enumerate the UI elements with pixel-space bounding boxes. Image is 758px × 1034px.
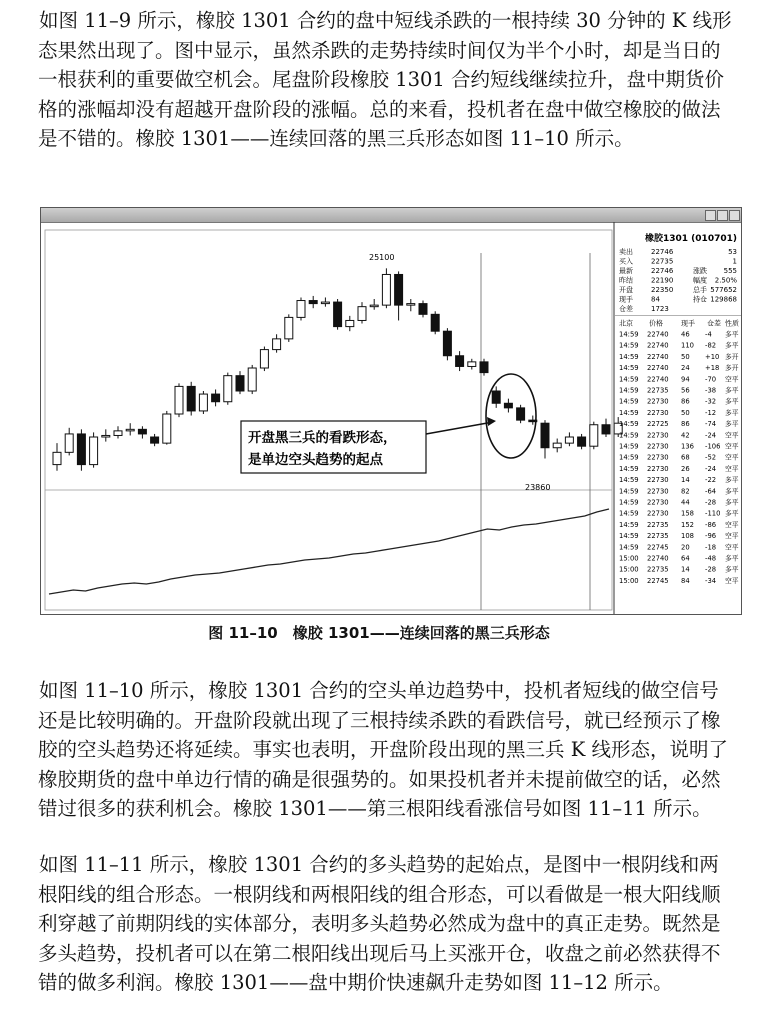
annotation-line-2: 是单边空头趋势的起点: [248, 452, 383, 468]
tick-cell: 22730: [647, 509, 669, 518]
bullish-candle: [468, 362, 476, 367]
tick-cell: -34: [705, 576, 717, 585]
tick-cell: -74: [705, 420, 717, 429]
paragraph-analysis: 如图 11–10 所示，橡胶 1301 合约的空头单边趋势中，投机者短线的做空信号还是比较明确的。开盘阶段就出现了三根持续杀跌的看跌信号，就已经预示了橡胶的空头趋势还将延续。事实也表明，开盘阶段出现的黑三兵 K 线形态，说明了橡胶期货的盘中单边行情的确是很强势的。如果投机者并未提前做空的话，必然错过很多的获利机会。橡胶 1301——第三根阳线看涨信号如图 11–11 所示。: [38, 679, 728, 821]
tick-cell: -70: [705, 375, 717, 384]
tick-cell: 空平: [725, 532, 739, 541]
quote-cell: 涨跌: [693, 267, 707, 275]
tick-cell: -86: [705, 520, 717, 529]
high-price-label: 25100: [369, 253, 395, 262]
quote-cell: 买入: [619, 257, 633, 266]
quote-cell: 84: [651, 295, 660, 304]
tick-cell: 68: [681, 453, 690, 462]
low-price-label: 23860: [525, 483, 551, 492]
tick-cell: 多平: [725, 565, 739, 574]
tick-cell: 22730: [647, 431, 669, 440]
tick-cell: 多开: [725, 352, 739, 361]
tick-cell: 82: [681, 487, 690, 496]
tick-cell: 22730: [647, 498, 669, 507]
bullish-candle: [126, 429, 134, 431]
bearish-candle: [419, 304, 427, 315]
annotation-arrow: [426, 422, 493, 434]
bullish-candle: [321, 302, 329, 304]
paragraph-next: 如图 11–11 所示，橡胶 1301 合约的多头趋势的起始点，是图中一根阴线和两根阳线的组合形态。一根阴线和两根阳线的组合形态，可以看做是一根大阳线顺利穿越了前期阴线的实体部分，表明多头趋势必然成为盘中的真正走势。既然是多头趋势，投机者可以在第二根阳线出现后马上买涨开仓，收盘之前必然获得不错的做多利润。橡胶 1301——盘中期价快速飙升走势如图 11–12 所示。: [38, 853, 721, 995]
tick-cell: +18: [705, 364, 720, 373]
bullish-candle: [297, 301, 305, 318]
bullish-candle: [53, 452, 61, 464]
tick-cell: 94: [681, 375, 690, 384]
tick-cell: -28: [705, 565, 717, 574]
tick-cell: 多平: [725, 386, 739, 395]
tick-cell: 26: [681, 464, 690, 473]
tick-cell: -64: [705, 487, 717, 496]
tick-cell: -110: [705, 509, 721, 518]
quote-cell: 22350: [651, 286, 674, 294]
tick-cell: 158: [681, 509, 694, 518]
tick-cell: 22730: [647, 453, 669, 462]
tick-cell: 22735: [647, 532, 669, 541]
bullish-candle: [248, 368, 256, 391]
bullish-candle: [565, 437, 573, 443]
tick-cell: 14:59: [619, 498, 639, 507]
bullish-candle: [285, 317, 293, 338]
tick-cell: 14:59: [619, 509, 639, 518]
tick-cell: 22730: [647, 408, 669, 417]
tick-cell: -106: [705, 442, 721, 451]
tick-cell: 多平: [725, 498, 739, 507]
bullish-candle: [407, 304, 415, 306]
tick-cell: 多平: [725, 509, 739, 518]
tick-cell: 空平: [725, 431, 739, 440]
tick-cell: 空平: [725, 520, 739, 529]
candlestick-figure: [40, 207, 742, 615]
bearish-candle: [212, 394, 220, 402]
plot-frame: [45, 230, 612, 610]
bullish-candle: [273, 339, 281, 350]
bullish-candle: [370, 305, 378, 307]
quote-cell: 53: [728, 248, 737, 256]
tick-cell: 空平: [725, 442, 739, 451]
bearish-candle: [138, 429, 146, 434]
bearish-candle: [456, 356, 464, 367]
bullish-candle: [102, 435, 110, 437]
quote-panel: [615, 247, 741, 585]
quote-cell: 仓差: [619, 305, 633, 313]
tick-cell: 136: [681, 442, 694, 451]
tick-cell: 14:59: [619, 330, 639, 339]
tick-cell: -12: [705, 408, 717, 417]
tick-cell: 14:59: [619, 543, 639, 552]
contract-title: 橡胶1301 (010701): [645, 234, 737, 244]
tick-cell: 空平: [725, 453, 739, 462]
quote-cell: 22746: [651, 248, 674, 256]
tick-cell: 22740: [647, 554, 669, 563]
tick-header-cell: 价格: [649, 319, 663, 328]
tick-cell: 14:59: [619, 364, 639, 373]
bullish-candle: [90, 437, 98, 465]
bullish-candle: [175, 386, 183, 414]
tick-cell: 多平: [725, 330, 739, 339]
tick-cell: 14:59: [619, 442, 639, 451]
tick-cell: 22745: [647, 576, 669, 585]
bullish-candle: [65, 434, 73, 452]
bearish-candle: [395, 274, 403, 305]
tick-cell: 64: [681, 554, 690, 563]
bearish-candle: [334, 302, 342, 327]
tick-cell: 多平: [725, 408, 739, 417]
quote-cell: 555: [723, 267, 737, 275]
tick-cell: 15:00: [619, 565, 639, 574]
tick-cell: 22725: [647, 420, 669, 429]
bearish-candle: [309, 301, 317, 304]
tick-cell: -24: [705, 464, 717, 473]
tick-cell: 空平: [725, 576, 739, 585]
tick-cell: 22735: [647, 520, 669, 529]
tick-cell: 多平: [725, 554, 739, 563]
tick-cell: 56: [681, 386, 690, 395]
tick-header-cell: 北京: [619, 319, 633, 328]
quote-cell: 129868: [710, 295, 737, 304]
quote-cell: 总手: [693, 286, 707, 294]
tick-cell: -4: [705, 330, 712, 339]
bearish-candle: [602, 425, 610, 434]
tick-cell: -22: [705, 476, 717, 485]
tick-cell: 22730: [647, 476, 669, 485]
tick-cell: 14:59: [619, 341, 639, 350]
bearish-candle: [480, 362, 488, 373]
tick-cell: -52: [705, 453, 717, 462]
bullish-candle: [358, 307, 366, 321]
tick-cell: 22735: [647, 386, 669, 395]
tick-cell: 14:59: [619, 464, 639, 473]
quote-cell: 1: [732, 257, 737, 266]
quote-cell: 2.50%: [714, 276, 737, 285]
tick-cell: 86: [681, 420, 690, 429]
bearish-candle: [517, 408, 525, 420]
tick-cell: 15:00: [619, 554, 639, 563]
tick-cell: 22730: [647, 442, 669, 451]
tick-cell: 22730: [647, 464, 669, 473]
quote-cell: 577652: [710, 286, 737, 294]
bullish-candle: [260, 350, 268, 368]
quote-cell: 22746: [651, 267, 674, 275]
bullish-candle: [224, 376, 232, 402]
tick-header-cell: 仓差: [707, 319, 721, 328]
tick-cell: 多平: [725, 476, 739, 485]
tick-cell: 22730: [647, 487, 669, 496]
bearish-candle: [492, 391, 500, 403]
bearish-candle: [187, 386, 195, 411]
quote-cell: 最新: [619, 267, 633, 275]
tick-cell: -28: [705, 498, 717, 507]
bullish-candle: [590, 425, 598, 446]
tick-cell: 空平: [725, 464, 739, 473]
kline-chart: [41, 208, 741, 614]
tick-cell: 24: [681, 364, 690, 373]
tick-cell: 多平: [725, 420, 739, 429]
tick-cell: 14: [681, 476, 690, 485]
tick-cell: 20: [681, 543, 690, 552]
bullish-candle: [553, 443, 561, 448]
quote-cell: 持仓: [693, 295, 707, 304]
tick-cell: 多平: [725, 487, 739, 496]
tick-cell: 22735: [647, 565, 669, 574]
bearish-candle: [236, 376, 244, 391]
tick-cell: 14:59: [619, 420, 639, 429]
tick-cell: 42: [681, 431, 690, 440]
bearish-candle: [77, 434, 85, 465]
tick-cell: -96: [705, 532, 717, 541]
tick-cell: 14:59: [619, 352, 639, 361]
tick-cell: 50: [681, 352, 690, 361]
tick-cell: 多平: [725, 341, 739, 350]
tick-cell: 22740: [647, 341, 669, 350]
open-interest-line: [49, 509, 609, 594]
tick-cell: 110: [681, 341, 694, 350]
tick-cell: 14:59: [619, 520, 639, 529]
tick-cell: 多平: [725, 397, 739, 406]
tick-cell: 多开: [725, 364, 739, 373]
bearish-candle: [578, 437, 586, 446]
tick-cell: 22740: [647, 330, 669, 339]
tick-cell: 22730: [647, 397, 669, 406]
quote-cell: 开盘: [619, 286, 633, 294]
tick-cell: 22745: [647, 543, 669, 552]
tick-cell: +10: [705, 352, 720, 361]
tick-cell: -38: [705, 386, 717, 395]
tick-cell: 14:59: [619, 431, 639, 440]
tick-cell: 14:59: [619, 408, 639, 417]
tick-cell: -18: [705, 543, 717, 552]
bearish-candle: [443, 331, 451, 356]
tick-cell: 14:59: [619, 375, 639, 384]
tick-cell: 空平: [725, 543, 739, 552]
bullish-candle: [346, 320, 354, 326]
bullish-candle: [163, 414, 171, 443]
tick-cell: 14:59: [619, 487, 639, 496]
tick-cell: 14:59: [619, 476, 639, 485]
tick-cell: 14:59: [619, 453, 639, 462]
bearish-candle: [431, 314, 439, 331]
tick-cell: 14:59: [619, 397, 639, 406]
tick-cell: -82: [705, 341, 717, 350]
quote-cell: 卖出: [619, 248, 633, 256]
tick-cell: 152: [681, 520, 694, 529]
tick-header-cell: 现手: [681, 319, 695, 328]
tick-cell: -48: [705, 554, 717, 563]
quote-cell: 22190: [651, 276, 674, 285]
tick-cell: 14:59: [619, 386, 639, 395]
tick-cell: 22740: [647, 352, 669, 361]
tick-cell: 22740: [647, 364, 669, 373]
bearish-candle: [541, 423, 549, 448]
tick-cell: 108: [681, 532, 694, 541]
bearish-candle: [504, 403, 512, 408]
tick-cell: 44: [681, 498, 690, 507]
bearish-candle: [151, 437, 159, 443]
bullish-candle: [199, 394, 207, 411]
tick-cell: -32: [705, 397, 717, 406]
tick-cell: 86: [681, 397, 690, 406]
tick-cell: 22740: [647, 375, 669, 384]
arrow-head-icon: [487, 417, 496, 426]
bullish-candle: [114, 431, 122, 436]
tick-cell: 84: [681, 576, 690, 585]
tick-cell: 46: [681, 330, 690, 339]
tick-cell: 14:59: [619, 532, 639, 541]
quote-cell: 昨结: [619, 276, 633, 285]
tick-cell: 空平: [725, 375, 739, 384]
annotation-line-1: 开盘黑三兵的看跌形态，: [248, 430, 397, 446]
quote-cell: 1723: [651, 305, 669, 313]
tick-cell: 15:00: [619, 576, 639, 585]
tick-cell: -24: [705, 431, 717, 440]
bullish-candle: [382, 274, 390, 305]
highlight-ellipse: [486, 374, 536, 458]
figure-caption: 图 11–10 橡胶 1301——连续回落的黑三兵形态: [208, 624, 550, 642]
quote-cell: 22735: [651, 257, 674, 266]
paragraph-intro: 如图 11–9 所示，橡胶 1301 合约的盘中短线杀跌的一根持续 30 分钟的 K 线形态果然出现了。图中显示，虽然杀跌的走势持续时间仅为半个小时，却是当日的一根获利的重要做空机会。尾盘阶段橡胶 1301 合约短线继续拉升，盘中期货价格的涨幅却没有超越开盘阶段的涨幅。总的来看，投机者在盘中做空橡胶的做法是不错的。橡胶 1301——连续回落的黑三兵形态如图 11–10 所示。: [38, 9, 732, 151]
quote-cell: 现手: [619, 295, 633, 304]
tick-cell: 50: [681, 408, 690, 417]
tick-cell: 14: [681, 565, 690, 574]
quote-cell: 幅度: [693, 276, 707, 285]
tick-header-cell: 性质: [725, 319, 739, 328]
